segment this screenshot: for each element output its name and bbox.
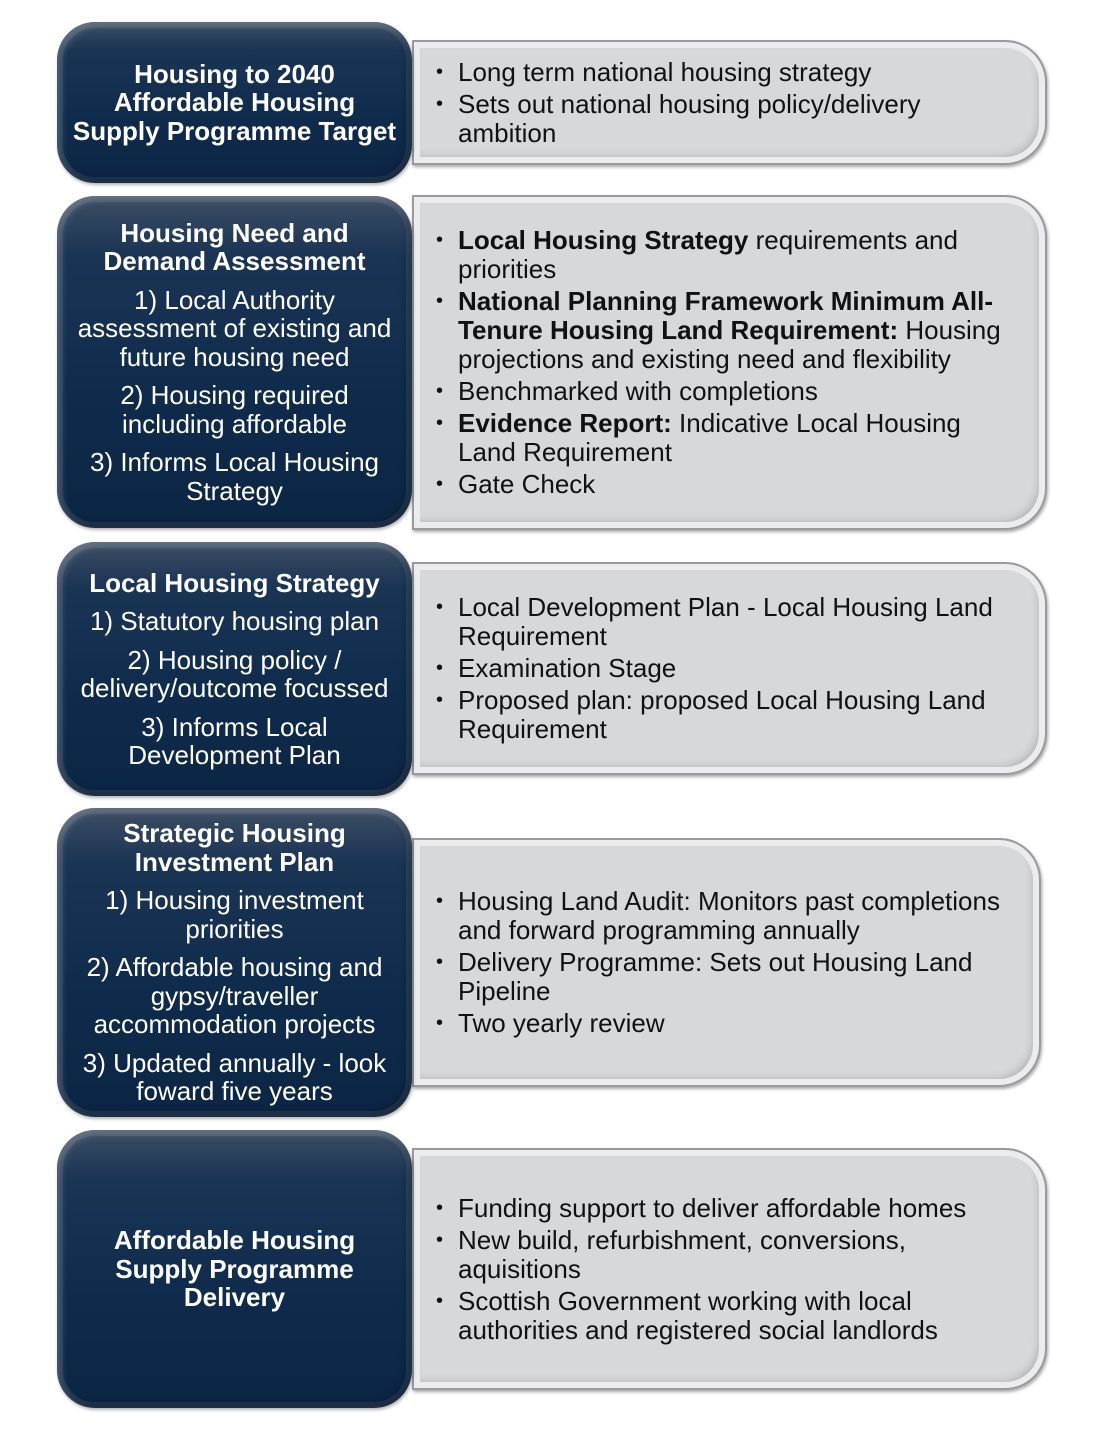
stage-point: 1) Housing investment priorities <box>105 885 364 944</box>
stage-details-box <box>412 40 1047 165</box>
details-list-item <box>458 1009 1011 1038</box>
details-list-item <box>458 58 1017 87</box>
stage-title: Local Housing Strategy <box>89 567 380 598</box>
stage-details-box <box>412 195 1047 530</box>
details-list-item <box>458 1194 1017 1223</box>
details-list-item <box>458 686 1017 744</box>
details-text: Examination Stage <box>458 653 677 683</box>
stage-point: 1) Local Authority assessment of existing and future housing need <box>77 284 392 372</box>
stage-box <box>57 196 412 528</box>
details-list-item <box>458 226 1017 284</box>
details-list <box>458 884 1011 1041</box>
stage-point: 3) Informs Local Housing Strategy <box>89 447 380 506</box>
details-list-item <box>458 90 1017 148</box>
stage-point: 2) Housing required including affordable <box>120 380 349 439</box>
details-list-item <box>458 1226 1017 1284</box>
details-list-item <box>458 593 1017 651</box>
stage-box <box>57 542 412 796</box>
details-text: Benchmarked with completions <box>458 376 818 406</box>
stage-box <box>57 808 412 1117</box>
stage-details-box <box>412 838 1041 1087</box>
details-list-item <box>458 654 1017 683</box>
stage-title: Strategic Housing Investment Plan <box>123 818 346 877</box>
stage-title: Housing to 2040 Affordable Housing Supply Programme Target <box>72 58 397 146</box>
details-text: Indicative Local Housing Land Requirement <box>458 408 961 467</box>
details-text: Long term national housing strategy <box>458 56 872 87</box>
details-list-item <box>458 887 1011 945</box>
details-list-item <box>458 409 1017 467</box>
details-text: Gate Check <box>458 469 596 499</box>
stage-box <box>57 22 412 183</box>
stage-point: 3) Updated annually - look foward five years <box>82 1047 387 1107</box>
details-list-item <box>458 470 1017 499</box>
details-list <box>458 590 1017 747</box>
details-text: Delivery Programme: Sets out Housing Land Pipeline <box>458 947 973 1006</box>
details-list-item <box>458 1287 1017 1345</box>
details-text: Housing projections and existing need and flexibility <box>458 315 1001 374</box>
details-text: Two yearly review <box>458 1008 665 1038</box>
details-text: Sets out national housing policy/delivery ambition <box>458 88 921 148</box>
details-bold-text: National Planning Framework Minimum All-Tenure Housing Land Requirement: <box>458 286 993 345</box>
stage-point: 3) Informs Local Development Plan <box>128 711 341 770</box>
details-bold-text: Evidence Report: <box>458 408 672 438</box>
details-list <box>458 223 1017 502</box>
details-text: Scottish Government working with local authorities and registered social landlords <box>458 1285 938 1345</box>
details-text: New build, refurbishment, conversions, aquisitions <box>458 1224 906 1284</box>
details-list <box>458 1191 1017 1348</box>
details-bold-text: Local Housing Strategy <box>458 225 749 255</box>
stage-point: 2) Housing policy / delivery/outcome focussed <box>80 644 389 703</box>
stage-point: 1) Statutory housing plan <box>89 606 380 636</box>
details-text: Proposed plan: proposed Local Housing Land Requirement <box>458 685 986 744</box>
details-text: requirements and priorities <box>458 225 958 284</box>
details-text: Local Development Plan - Local Housing Land Requirement <box>458 592 993 651</box>
details-list-item <box>458 287 1017 374</box>
details-list-item <box>458 948 1011 1006</box>
details-list-item <box>458 377 1017 406</box>
stage-details-box <box>412 562 1047 775</box>
stage-point: 2) Affordable housing and gypsy/traveller accommodation projects <box>86 952 383 1040</box>
stage-details-box <box>412 1148 1047 1390</box>
details-list <box>458 55 1017 151</box>
stage-title: Housing Need and Demand Assessment <box>103 217 366 277</box>
stage-box <box>57 1130 412 1408</box>
stage-title: Affordable Housing Supply Programme Delivery <box>113 1225 356 1313</box>
details-text: Housing Land Audit: Monitors past completions and forward programming annually <box>458 886 1000 945</box>
details-text: Funding support to deliver affordable homes <box>458 1192 967 1223</box>
